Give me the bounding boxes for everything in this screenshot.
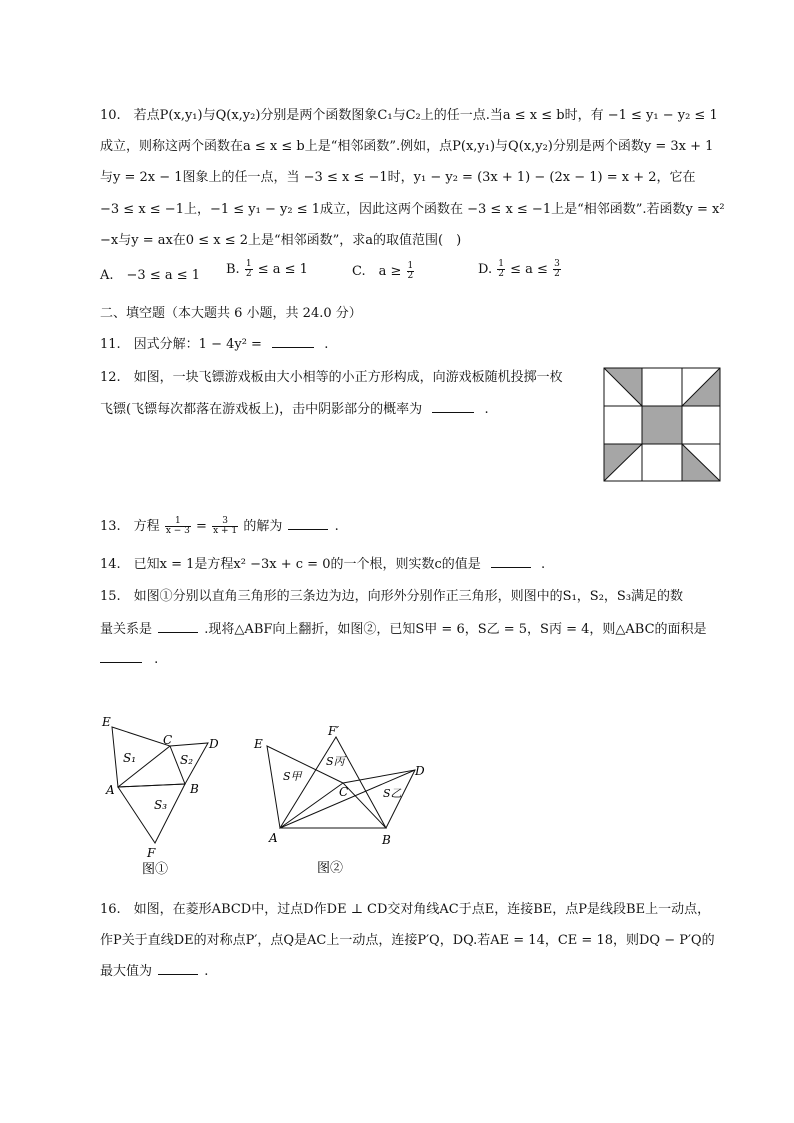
q16-text: 最大值为 [100,964,153,979]
fig2-label-syi: S乙 [383,787,402,800]
q15-text-b: .现将△ABF向上翻折，如图②，已知S甲 = 6，S乙 = 5，S丙 = 4，则△ABC的面积是 [204,622,707,637]
q14-answer-blank[interactable] [491,555,531,568]
fig1-label-a: A [106,783,115,797]
figure-1 [98,710,233,880]
option-b-label: B. [226,262,240,277]
q15-line-1: 15. 如图①分别以直角三角形的三条边为边，向形外分别作正三角形，则图中的S₁，S₂，S₃满足的数 [100,589,684,604]
q10-line-3: 与y = 2x − 1图象上的任一点，当 −3 ≤ x ≤ −1时，y₁ − y₂ = (3x + 1) − (2x − 1) = x + 2，它在 [100,170,696,185]
fig1-label-s1: S₁ [123,751,137,765]
q15-line-3 [100,650,158,667]
q10-option-b [226,260,308,279]
q11-answer-blank[interactable] [272,335,314,348]
figure-2 [245,718,435,873]
q16-line-3 [100,960,208,979]
fig1-label-s3: S₃ [154,798,168,812]
q12-text: 飞镖(飞镖每次都落在游戏板上)，击中阴影部分的概率为 [100,402,423,417]
q16-line-1: 16. 如图，在菱形ABCD中，过点D作DE ⊥ CD交对角线AC于点E，连接BE，点P是线段BE上一动点， [100,902,711,917]
option-c-label: C. a ≥ [352,264,402,279]
fig1-label-b: B [190,782,199,796]
q13 [100,515,339,536]
fig1-label-f: F [147,846,156,860]
option-d-fraction-1: $\frac{1}{2}$ [498,259,504,279]
fig1-label-d: D [209,737,219,751]
q12-line-1: 12. 如图，一块飞镖游戏板由大小相等的小正方形构成，向游戏板随机投掷一枚 [100,370,563,385]
option-c-fraction: $\frac{1}{2}$ [407,261,414,281]
q15-text-a: 量关系是 [100,622,153,637]
q10-option-c [352,260,415,281]
fig1-caption: 图① [142,862,169,877]
q12-end: . [484,402,489,417]
fig2-label-d: D [415,764,425,778]
q10-line-2: 成立，则称这两个函数在a ≤ x ≤ b上是“相邻函数”.例如，点P(x,y₁)与Q(x,y₂)分别是两个函数y = 3x + 1 [100,139,714,154]
fig2-label-sjia: S甲 [283,770,302,783]
option-b-fraction: $\frac{1}{2}$ [245,259,252,279]
q15-answer-blank-1[interactable] [158,620,198,633]
fig2-label-a: A [269,831,278,845]
q15-answer-blank-2[interactable] [100,650,142,663]
fig1-label-e: E [102,715,111,729]
fig2-label-f: F′ [328,724,340,738]
option-d-mid: ≤ a ≤ [510,262,548,277]
q15-line-2 [100,618,707,637]
q14-end: . [541,557,546,572]
q11-text: 11. 因式分解：1 − 4y² = [100,337,262,352]
fig2-label-b: B [382,833,391,847]
q13-fraction-left: $\frac{1}{x - 3}$ [165,516,190,536]
shaded-center-square [642,406,682,444]
q13-pre: 13. 方程 [100,519,160,534]
q10-option-a: A. −3 ≤ a ≤ 1 [100,268,201,283]
option-d-fraction-2: $\frac{3}{2}$ [554,259,560,279]
q14-text: 14. 已知x = 1是方程x² −3x + c = 0的一个根，则实数c的值是 [100,557,481,572]
q11 [100,333,328,352]
q16-answer-blank[interactable] [158,962,198,975]
dartboard-figure [603,367,721,482]
q10-line-4: −3 ≤ x ≤ −1上，−1 ≤ y₁ − y₂ ≤ 1成立，因此这两个函数在 −3 ≤ x ≤ −1上是“相邻函数”.若函数y = x² [100,202,725,217]
fig1-label-s2: S₂ [180,753,194,767]
q10-option-d [478,260,562,279]
section-heading: 二、填空题（本大题共 6 小题，共 24.0 分） [100,306,362,321]
q13-answer-blank[interactable] [288,517,328,530]
q12-line-2 [100,398,489,417]
q16-line-2: 作P关于直线DE的对称点P′，点Q是AC上一动点，连接P′Q，DQ.若AE = 14，CE = 18，则DQ − P′Q的 [100,933,715,948]
option-b-rest: ≤ a ≤ 1 [257,262,308,277]
q13-eq: = [196,519,207,534]
q16-end: . [204,964,209,979]
q13-fraction-right: $\frac{3}{x + 1}$ [213,516,238,536]
q11-end: . [324,337,329,352]
q12-answer-blank[interactable] [432,400,474,413]
q10-line-1: 10. 若点P(x,y₁)与Q(x,y₂)分别是两个函数图象C₁与C₂上的任一点.当a ≤ x ≤ b时，有 −1 ≤ y₁ − y₂ ≤ 1 [100,108,718,123]
q10-line-5: −x与y = ax在0 ≤ x ≤ 2上是“相邻函数”，求a的取值范围( ) [100,233,462,248]
q13-post: 的解为 [243,519,283,534]
option-d-label: D. [478,262,493,277]
fig2-label-sbing: S丙 [326,755,345,768]
fig2-label-c: C [339,785,349,799]
fig2-caption: 图② [317,861,344,873]
fig2-label-e: E [254,737,263,751]
q13-end: . [334,519,339,534]
fig1-label-c: C [163,733,173,747]
q15-end: . [154,652,159,667]
q14 [100,553,545,572]
